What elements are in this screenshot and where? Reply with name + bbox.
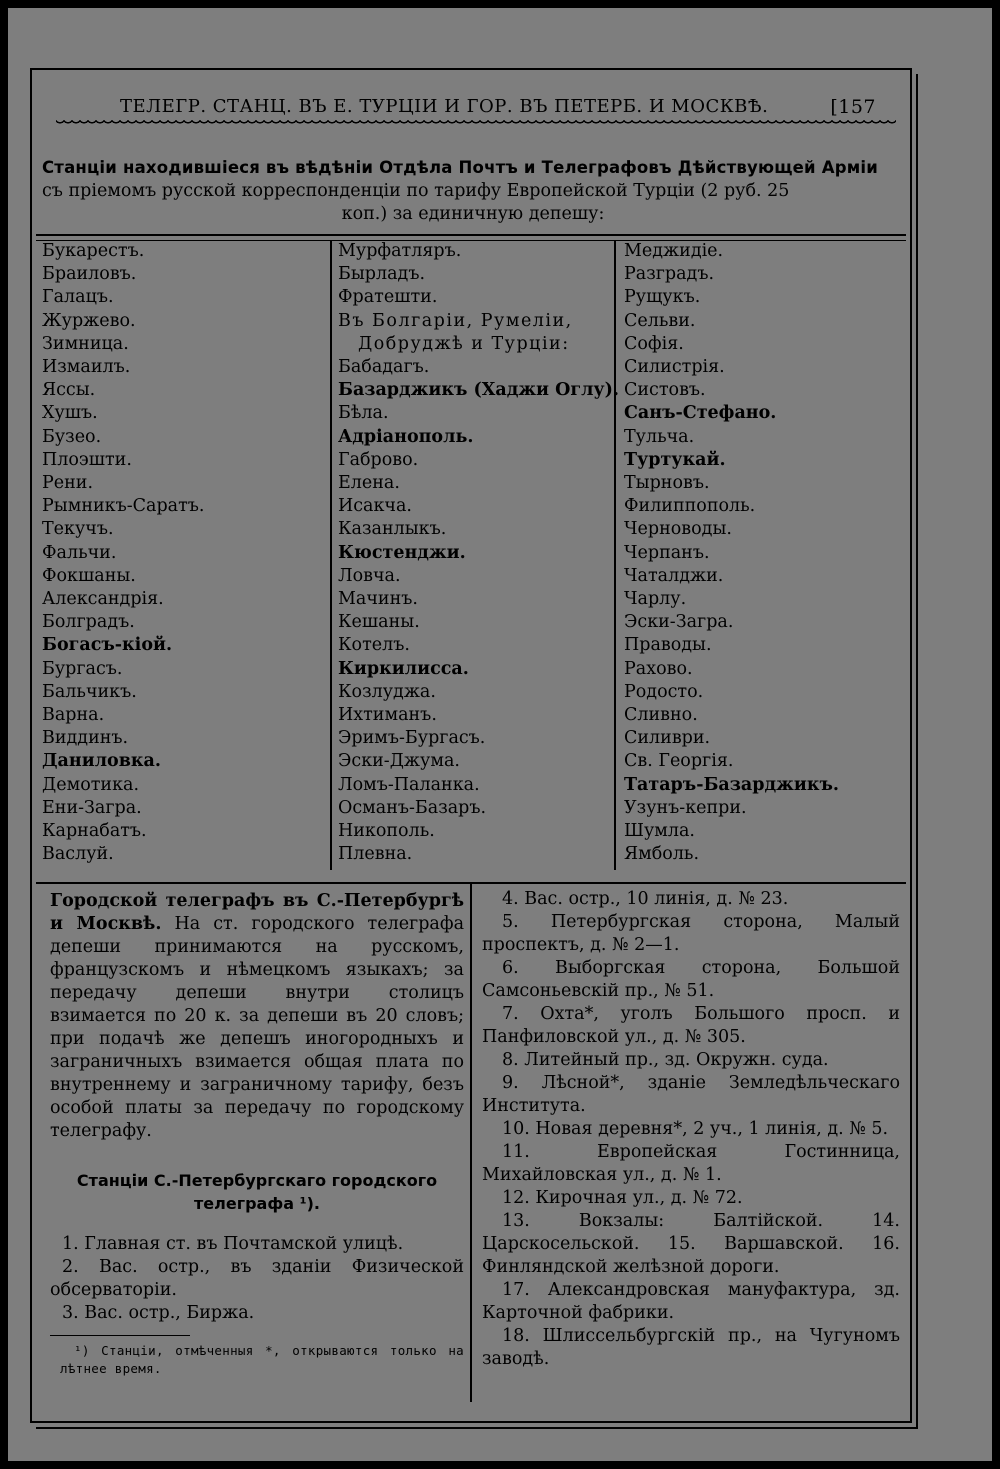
running-header [40,96,902,122]
city-telegraph-heading: Городской телеграфъ въ С.-Петербургѣ и Москвѣ. [50,891,464,934]
station-item: Виддинъ. [42,728,129,749]
station-list-item: 5. Петербургская сторона, Малый проспектъ, д. № 2—1. [482,912,900,955]
station-list-item: 11. Европейская Гостинница, Михайловская ул., д. № 1. [482,1142,900,1185]
station-item: Черпанъ. [624,542,710,563]
station-item: Текучъ. [42,519,114,540]
station-item: Чаталджи. [624,565,724,586]
station-item: Ямболь. [624,844,700,865]
station-item: Фокшаны. [42,565,136,586]
city-telegraph-paragraph [50,890,464,1143]
station-item: Узунъ-кепри. [624,797,747,818]
left-column [50,890,464,1378]
station-item: Букарестъ. [42,241,145,261]
station-list-item: 7. Охта*, уголъ Большого просп. и Панфиловской ул., д. № 305. [482,1004,900,1047]
station-item: Адріанополь. [338,426,474,447]
wavy-rule [56,120,896,128]
station-item: Силиври. [624,728,711,749]
station-list-item: 6. Выборгская сторона, Большой Самсоньевскій пр., № 51. [482,958,900,1001]
station-list-item: 12. Кирочная ул., д. № 72. [502,1188,743,1208]
station-item: Рымникъ-Саратъ. [42,496,205,517]
station-item: Плевна. [338,844,413,865]
station-column-1 [42,240,322,866]
station-item: Мурфатляръ. [338,241,462,261]
station-item: Мачинъ. [338,589,418,610]
intro-paragraph [42,156,904,226]
station-item: Даниловка. [42,751,161,772]
station-item: Елена. [338,473,400,494]
city-telegraph-text: На ст. городского телеграфа депеши принимаются на русскомъ, французскомъ и нѣмецкомъ языкахъ; за передачу депеши внутри столицъ взимается по 20 к. за депеши въ 20 словъ; при подачѣ же депешъ иногородныхъ и заграничныхъ взимается общая плата по внутреннему и заграничному тарифу, безъ особой платы за передачу по городскому телеграфу. [50,914,464,1141]
station-item: Бузео. [42,426,102,447]
station-list-item: 3. Вас. остр., Биржа. [62,1303,255,1323]
station-item: Ловча. [338,565,401,586]
spb-stations-heading: Станціи С.-Петербургскаго городского телеграфа ¹). [76,1171,438,1213]
station-item: Измаилъ. [42,357,131,378]
intro-last: коп.) за единичную депешу: [341,204,605,224]
station-item: Кюстенджи. [338,542,466,563]
intro-text: съ пріемомъ русской корреспонденціи по тарифу Европейской Турціи (2 руб. 25 [42,181,790,201]
station-item: Журжево. [42,310,136,331]
station-item: Силистрія. [624,357,725,378]
station-item: Галацъ. [42,287,114,308]
station-item: Праводы. [624,635,712,656]
station-item: Кешаны. [338,612,420,633]
station-item: Ломъ-Паланка. [338,774,480,795]
station-item: Эски-Загра. [624,612,734,633]
station-list-item: 18. Шлиссельбургскій пр., на Чугуномъ заводѣ. [482,1326,900,1369]
station-item: Бырладъ. [338,264,426,285]
station-item: Казанлыкъ. [338,519,447,540]
station-item: Рущукъ. [624,287,701,308]
footnote: ¹) Станціи, отмѣченныя *, открываются только на лѣтнее время. [60,1343,464,1376]
station-item: Фратешти. [338,287,438,308]
station-item: Исакча. [338,496,412,517]
station-item: Бургасъ. [42,658,123,679]
station-item: Плоэшти. [42,449,132,470]
station-item: Меджидіе. [624,241,724,261]
station-item: Никополь. [338,821,435,842]
column-divider [470,882,472,1402]
station-item: Ихтиманъ. [338,705,437,726]
station-item: Яссы. [42,380,96,401]
station-item: Чарлу. [624,589,687,610]
station-item: Хушъ. [42,403,98,424]
station-item: Козлуджа. [338,681,436,702]
station-list-item: 8. Литейный пр., зд. Окружн. суда. [502,1050,829,1070]
station-item: Богасъ-кіой. [42,635,173,656]
footnote-rule [50,1335,190,1336]
station-item: Сливно. [624,705,698,726]
station-item: Шумла. [624,821,695,842]
station-item: Эримъ-Бургасъ. [338,728,486,749]
station-item: Эски-Джума. [338,751,460,772]
station-list-item: 1. Главная ст. въ Почтамской улицѣ. [62,1234,404,1254]
station-item: Киркилисса. [338,658,469,679]
station-item: Санъ-Стефано. [624,403,777,424]
station-list-item: 4. Вас. остр., 10 линія, д. № 23. [502,889,789,909]
region-heading: Въ Болгаріи, Румеліи, [338,310,573,331]
station-item: Бальчикъ. [42,681,137,702]
station-item: Болградъ. [42,612,135,633]
station-item: Васлуй. [42,844,114,865]
station-columns [38,240,906,870]
document-page [8,8,992,1461]
station-list-item: 9. Лѣсной*, зданіе Земледѣльческаго Института. [482,1073,900,1116]
station-item: Габрово. [338,449,419,470]
station-item: Котелъ. [338,635,410,656]
station-list-item: 2. Вас. остр., въ зданіи Физической обсерваторіи. [50,1257,464,1300]
station-item: Зимница. [42,333,129,354]
station-column-3 [614,240,910,870]
region-heading: Добруджѣ и Турціи: [358,333,570,354]
station-item: Османъ-Базаръ. [338,797,487,818]
station-item: Фальчи. [42,542,117,563]
spb-stations-list [50,1233,464,1325]
station-item: Тырновъ. [624,473,710,494]
station-item: Ени-Загра. [42,797,142,818]
station-item: Туртукай. [624,449,726,470]
station-item: Варна. [42,705,105,726]
station-list-item: 10. Новая деревня*, 2 уч., 1 линія, д. № 5. [502,1119,889,1139]
station-item: Систовъ. [624,380,706,401]
station-item: Базарджикъ (Хаджи Оглу). [338,380,619,401]
right-column [482,888,900,1371]
station-item: Черноводы. [624,519,732,540]
station-list-item: 13. Вокзалы: Балтійской. 14. Царскосельской. 15. Варшавской. 16. Финляндской желѣзной дороги. [482,1211,900,1277]
station-item: Рени. [42,473,94,494]
page-number: [157 [830,96,876,118]
header-title: ТЕЛЕГР. СТАНЦ. ВЪ Е. ТУРЦІИ И ГОР. ВЪ ПЕТЕРБ. И МОСКВѢ. [120,96,769,117]
station-item: Филиппополь. [624,496,756,517]
page-frame [30,68,912,1423]
station-item: Демотика. [42,774,140,795]
station-list-item: 17. Александровская мануфактура, зд. Карточной фабрики. [482,1280,900,1323]
station-item: Св. Георгія. [624,751,734,772]
station-item: Разградъ. [624,264,715,285]
station-item: Рахово. [624,658,693,679]
station-item: Родосто. [624,681,704,702]
station-item: Бабадагъ. [338,357,430,378]
station-item: Карнабатъ. [42,821,147,842]
station-item: Сельви. [624,310,696,331]
station-item: Бѣла. [338,403,389,424]
intro-bold: Станціи находившіеся въ вѣдѣніи Отдѣла Почтъ и Телеграфовъ Дѣйствующей Арміи [42,158,879,177]
station-item: Софія. [624,333,684,354]
station-column-2 [330,240,624,870]
station-item: Браиловъ. [42,264,137,285]
station-item: Татаръ-Базарджикъ. [624,774,839,795]
station-item: Александрія. [42,589,164,610]
station-item: Тульча. [624,426,695,447]
